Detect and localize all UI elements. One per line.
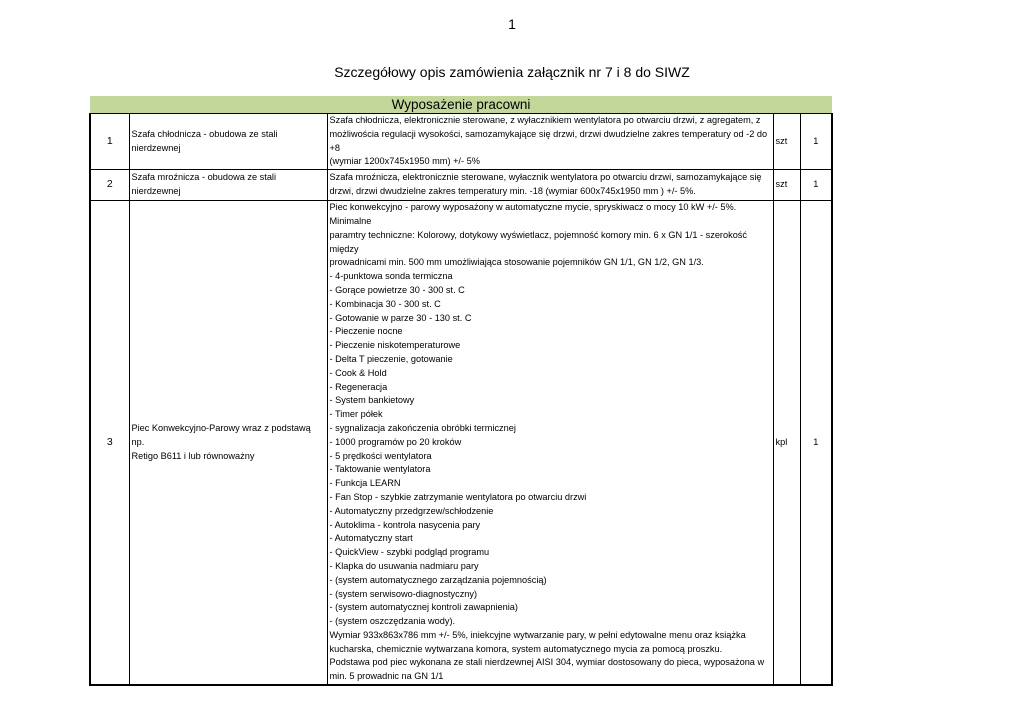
item-name: Szafa chłodnicza - obudowa ze stali nierdzewnej <box>129 114 327 170</box>
description-line: Wymiar 933x863x786 mm +/- 5%, iniekcyjne wytwarzanie pary, w pełni edytowalne menu oraz książka <box>329 629 746 640</box>
description-line: (wymiar 1200x745x1950 mm) +/- 5% <box>329 156 480 167</box>
description-line: - Kombinacja 30 - 300 st. C <box>329 298 441 309</box>
description-line: min. 5 prowadnic na GN 1/1 <box>329 671 444 682</box>
table-row <box>90 170 832 201</box>
description-line: - 1000 programów po 20 kroków <box>329 436 462 447</box>
item-quantity: 1 <box>800 170 832 201</box>
description-line: Piec konwekcyjno - parowy wyposażony w automatyczne mycie, spryskiwacz o mocy 10 kW +/- 5%. Minimalne <box>329 202 737 226</box>
description-line: - System bankietowy <box>329 395 415 406</box>
description-line: - (system oszczędzania wody). <box>329 616 456 627</box>
description-line: - Gorące powietrze 30 - 300 st. C <box>329 284 465 295</box>
table-row <box>90 201 832 685</box>
description-line: - Pieczenie niskotemperaturowe <box>329 340 461 351</box>
description-line: - Cook & Hold <box>329 367 387 378</box>
description-line: paramtry techniczne: Kolorowy, dotykowy wyświetlacz, pojemność komory min. 6 x GN 1/1 - szerokość między <box>329 229 747 254</box>
description-line: - Delta T pieczenie, gotowanie <box>329 353 453 364</box>
description-line: Podstawa pod piec wykonana ze stali nierdzewnej AISI 304, wymiar dostosowany do pieca, wyposażona w <box>329 657 765 668</box>
item-description <box>327 114 773 170</box>
description-line: - QuickView - szybki podgląd programu <box>329 547 490 558</box>
item-quantity: 1 <box>800 114 832 170</box>
description-line: możliwościa regulacji wysokości, samozamykające się drzwi, drzwi dwudzielne zakres temperatury od -2 do +8 <box>329 128 768 153</box>
table-row <box>90 114 832 170</box>
row-number: 3 <box>90 201 129 685</box>
item-description <box>327 170 773 201</box>
row-number: 1 <box>90 114 129 170</box>
item-quantity: 1 <box>800 201 832 685</box>
item-unit: szt <box>773 170 800 201</box>
description-line: - Timer półek <box>329 409 383 420</box>
description-line: - Fan Stop - szybkie zatrzymanie wentylatora po otwarciu drzwi <box>329 491 587 502</box>
item-name <box>129 201 327 685</box>
description-line: - Automatyczny przedgrzew/schłodzenie <box>329 505 494 516</box>
page-number: 1 <box>508 16 516 32</box>
description-line: prowadnicami min. 500 mm umożliwiająca stosowanie pojemników GN 1/1, GN 1/2, GN 1/3. <box>329 257 704 268</box>
description-line: - Taktowanie wentylatora <box>329 464 431 475</box>
description-line: Szafa chłodnicza, elektronicznie sterowane, z wyłacznikiem wentylatora po otwarciu drzwi, z agregatem, z <box>329 115 761 125</box>
description-line: drzwi, drzwi dwudzielne zakres temperatury min. -18 (wymiar 600x745x1950 mm ) +/- 5%. <box>329 186 696 197</box>
description-line: - (system automatycznej kontroli zawapnienia) <box>329 602 518 613</box>
description-line: - Pieczenie nocne <box>329 326 403 337</box>
item-name-line: Piec Konwekcyjno-Parowy wraz z podstawą np. <box>131 422 311 447</box>
description-line: - Gotowanie w parze 30 - 130 st. C <box>329 312 472 323</box>
item-unit: szt <box>773 114 800 170</box>
item-name-line: Retigo B611 i lub równoważny <box>131 450 255 461</box>
description-line: - 5 prędkości wentylatora <box>329 450 432 461</box>
description-line: - Regeneracja <box>329 381 388 392</box>
description-line: Szafa mroźnicza, elektronicznie sterowane, wyłacznik wentylatora po otwarciu drzwi, samozamykające się <box>329 172 762 183</box>
item-name: Szafa mroźnicza - obudowa ze stali nierdzewnej <box>129 170 327 201</box>
description-line: - Funkcja LEARN <box>329 478 401 489</box>
item-unit: kpl <box>773 201 800 685</box>
description-line: kucharska, chemicznie wytwarzana komora, system automatycznego mycia za pomocą proszku. <box>329 643 723 654</box>
description-line: - sygnalizacja zakończenia obróbki termicznej <box>329 422 516 433</box>
description-line: - (system automatycznego zarządzania pojemnością) <box>329 574 547 585</box>
description-line: - Autoklima - kontrola nasycenia pary <box>329 519 481 530</box>
description-line: - Automatyczny start <box>329 533 413 544</box>
document-title: Szczegółowy opis zamówienia załącznik nr 7 i 8 do SIWZ <box>334 64 690 80</box>
row-number: 2 <box>90 170 129 201</box>
section-header-row <box>90 96 832 114</box>
item-description <box>327 201 773 685</box>
description-line: - (system serwisowo-diagnostyczny) <box>329 588 478 599</box>
equipment-table <box>89 96 833 686</box>
description-line: - Klapka do usuwania nadmiaru pary <box>329 560 479 571</box>
description-line: - 4-punktowa sonda termiczna <box>329 271 453 282</box>
section-header: Wyposażenie pracowni <box>90 96 832 114</box>
